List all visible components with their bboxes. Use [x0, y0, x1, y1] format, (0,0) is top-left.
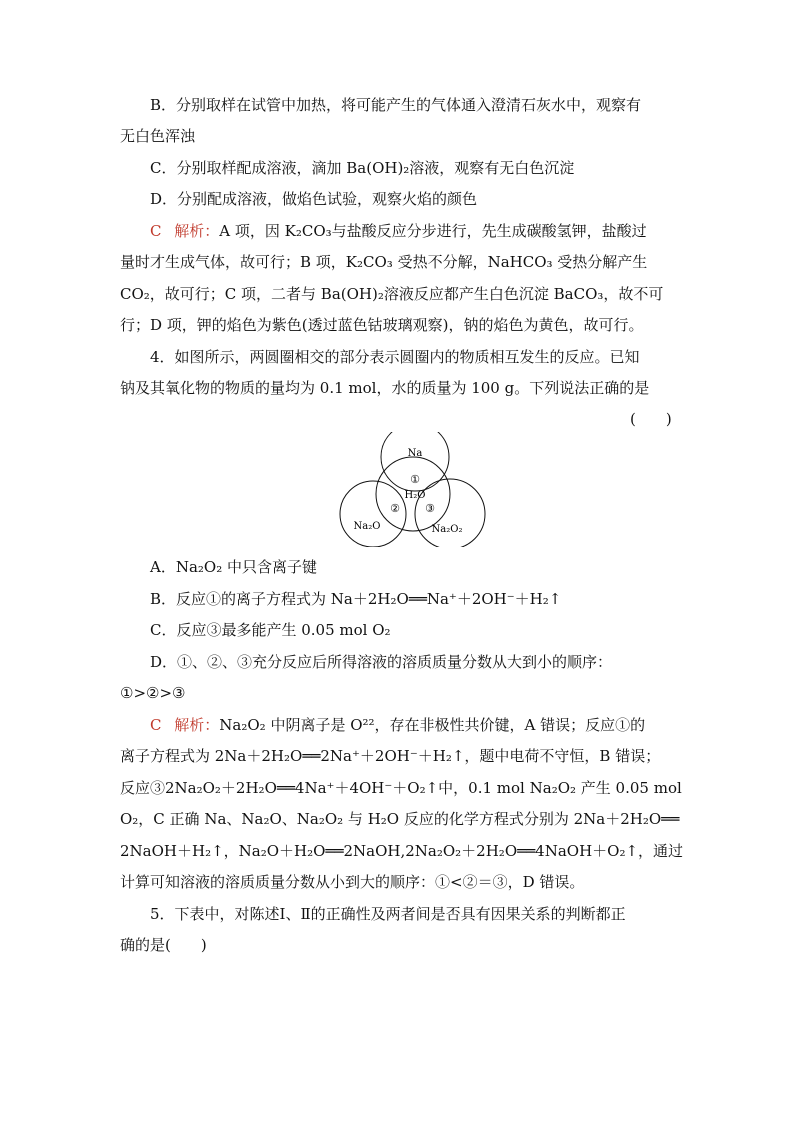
label-reaction-3: ③	[425, 502, 435, 515]
q4-analysis-line-5: 2NaOH＋H₂↑，Na₂O＋H₂O══2NaOH,2Na₂O₂＋2H₂O══4NaOH＋O₂↑，通过	[120, 842, 684, 860]
q4-analysis-text: Na₂O₂ 中阴离子是 O²²，存在非极性共价键，A 错误；反应①的	[219, 716, 646, 734]
label-na: Na	[407, 448, 423, 459]
q3-analysis-text: A 项，因 K₂CO₃与盐酸反应分步进行，先生成碳酸氢钾，盐酸过	[219, 222, 647, 240]
q3-analysis-label: 解析：	[174, 222, 220, 240]
q3-option-b: B．分别取样在试管中加热，将可能产生的气体通入澄清石灰水中，观察有	[150, 96, 642, 114]
q4-option-d-cont: ①>②>③	[120, 684, 186, 702]
label-reaction-2: ②	[390, 502, 400, 515]
q4-analysis-line-1	[150, 715, 676, 735]
q4-stem-line-1: 4．如图所示，两圆圈相交的部分表示圆圈内的物质相互发生的反应。已知	[150, 348, 640, 366]
q4-venn-diagram	[335, 432, 490, 547]
q3-analysis-line-4: 行；D 项，钾的焰色为紫色(透过蓝色钴玻璃观察)，钠的焰色为黄色，故可行。	[120, 316, 644, 334]
q5-stem-line-1: 5．下表中，对陈述Ⅰ、Ⅱ的正确性及两者间是否具有因果关系的判断都正	[150, 905, 626, 923]
q3-answer: C	[150, 222, 162, 240]
q4-option-a: A．Na₂O₂ 中只含离子键	[150, 558, 317, 576]
q3-analysis-line-2: 量时才生成气体，故可行；B 项，K₂CO₃ 受热不分解，NaHCO₃ 受热分解产生	[120, 253, 648, 271]
label-reaction-1: ①	[410, 473, 420, 486]
q4-analysis-line-6: 计算可知溶液的溶质质量分数从小到大的顺序：①<②＝③，D 错误。	[120, 873, 585, 891]
q4-analysis-label: 解析：	[174, 716, 220, 734]
label-na2o: Na₂O	[353, 521, 381, 532]
q3-option-c: C．分别取样配成溶液，滴加 Ba(OH)₂溶液，观察有无白色沉淀	[150, 159, 575, 177]
q4-stem-line-2: 钠及其氧化物的物质的量均为 0.1 mol，水的质量为 100 g。下列说法正确的是	[120, 379, 650, 397]
q4-analysis-line-4: O₂，C 正确 Na、Na₂O、Na₂O₂ 与 H₂O 反应的化学方程式分别为 2Na＋2H₂O══	[120, 810, 680, 828]
q3-analysis-line-3: CO₂，故可行；C 项，二者与 Ba(OH)₂溶液反应都产生白色沉淀 BaCO₃，故不可	[120, 285, 664, 303]
label-na2o2: Na₂O₂	[431, 524, 463, 535]
q5-stem-line-2: 确的是( )	[120, 936, 207, 954]
q4-option-c: C．反应③最多能产生 0.05 mol O₂	[150, 621, 391, 639]
q4-answer-parentheses: ( )	[630, 410, 672, 428]
q3-analysis-line-1	[150, 221, 676, 241]
q3-option-b-cont: 无白色浑浊	[120, 127, 196, 145]
label-h2o: H₂O	[404, 490, 426, 501]
q4-analysis-line-2: 离子方程式为 2Na＋2H₂O══2Na⁺＋2OH⁻＋H₂↑，题中电荷不守恒，B 错误；	[120, 747, 661, 765]
q3-option-d: D．分别配成溶液，做焰色试验，观察火焰的颜色	[150, 190, 478, 208]
q4-option-d: D．①、②、③充分反应后所得溶液的溶质质量分数从大到小的顺序：	[150, 653, 613, 671]
q4-analysis-line-3: 反应③2Na₂O₂＋2H₂O══4Na⁺＋4OH⁻＋O₂↑中，0.1 mol Na₂O₂ 产生 0.05 mol	[120, 779, 682, 797]
q4-answer: C	[150, 716, 162, 734]
q4-option-b: B．反应①的离子方程式为 Na＋2H₂O══Na⁺＋2OH⁻＋H₂↑	[150, 590, 562, 608]
